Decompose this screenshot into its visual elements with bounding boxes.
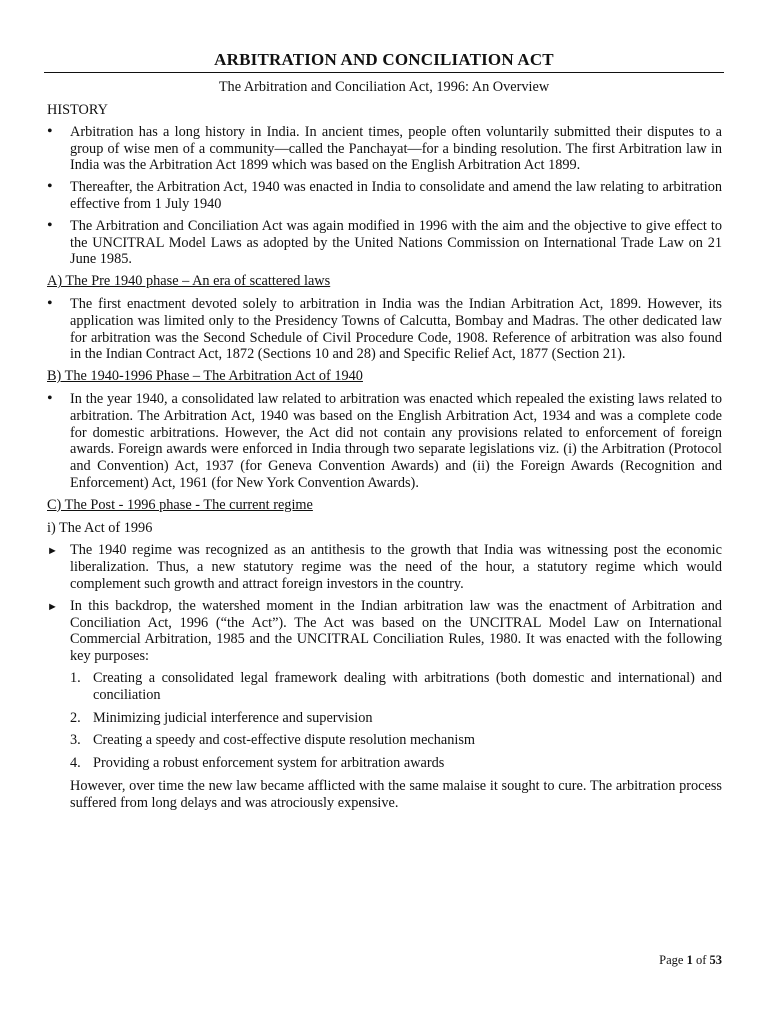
purpose-item-1 [70, 670, 722, 704]
section-a-bullet [47, 296, 722, 363]
purpose-text: Minimizing judicial interference and supervision [93, 709, 373, 726]
section-c-heading: C) The Post - 1996 phase - The current regime [47, 496, 313, 513]
purpose-text: Creating a speedy and cost-effective dispute resolution mechanism [93, 732, 476, 749]
section-a-bullet-text: The first enactment devoted solely to arbitration in India was the Indian Arbitration Act, 1899. However, its application was limited only to the Presidency Towns of Calcutta, Bombay and Madras. The other dedicated law for arbitration was the Second Schedule of Civil Procedure Code, 1908. Reference of arbitration was also found in the Indian Contract Act, 1872 (Sections 10 and 28) and Specific Relief Act, 1877 (Section 21). [70, 295, 722, 363]
section-c-subheading: i) The Act of 1996 [47, 519, 153, 536]
section-c-bullet-1 [47, 542, 722, 592]
history-heading: HISTORY [47, 102, 108, 118]
history-bullet-text: Arbitration has a long history in India. In ancient times, people often voluntarily submitted their disputes to a group of wise men of a community—called the Panchayat—for a binding resolution. The first Arbitration law in India was the Arbitration Act 1899 which was based on the English Arbitration Act 1899. [70, 123, 722, 174]
bullet-dot-icon: • [47, 294, 53, 312]
footer-page-number: 1 [686, 953, 693, 967]
section-b-heading: B) The 1940-1996 Phase – The Arbitration Act of 1940 [47, 368, 363, 385]
section-b-bullet [47, 391, 722, 492]
purpose-text: Providing a robust enforcement system for arbitration awards [93, 755, 445, 772]
history-bullet-2 [47, 179, 722, 213]
section-c-bullet-text: The 1940 regime was recognized as an antithesis to the growth that India was witnessing post the economic liberalization. Thus, a new statutory regime was the need of the hour, a statutory regime which would complement such growth and attract foreign investors in the country. [70, 542, 722, 592]
purpose-item-4 [70, 755, 722, 772]
bullet-dot-icon: • [47, 389, 53, 407]
history-bullet-text: The Arbitration and Conciliation Act was again modified in 1996 with the aim and the objective to give effect to the UNCITRAL Model Laws as adopted by the United Nations Commission on International Trade Law on 21 June 1985. [70, 217, 722, 268]
purpose-number: 2. [70, 709, 81, 726]
title-underline-rule [44, 72, 724, 73]
section-a-heading: A) The Pre 1940 phase – An era of scattered laws [47, 273, 331, 290]
bullet-dot-icon: • [47, 178, 53, 196]
footer-page-word: Page [659, 953, 684, 967]
page-number-footer [659, 952, 722, 969]
purpose-number: 3. [70, 732, 81, 749]
section-b-bullet-text: In the year 1940, a consolidated law related to arbitration was enacted which repealed the existing laws related to arbitration. The Arbitration Act, 1940 was based on the English Arbitration Act, 1934 and was a complete code for domestic arbitrations. However, the Act did not contain any provisions related to enforcement of foreign awards. Foreign awards were enforced in India through two separate legislations viz. (i) the Arbitration (Protocol and Convention) Act, 1937 (for Geneva Convention Awards) and (ii) the Foreign Awards (Recognition and Enforcement) Act, 1961 (for New York Convention Awards). [70, 390, 722, 491]
purpose-number: 4. [70, 755, 81, 772]
purpose-number: 1. [70, 669, 81, 686]
footer-of-word: of [695, 953, 707, 967]
triangle-bullet-icon: ► [47, 600, 58, 613]
history-bullet-3 [47, 218, 722, 268]
triangle-bullet-icon: ► [47, 545, 58, 558]
history-bullet-text: Thereafter, the Arbitration Act, 1940 was enacted in India to consolidate and amend the law relating to arbitration effective from 1 July 1940 [70, 179, 722, 212]
history-bullet-1 [47, 124, 722, 174]
footer-total-pages: 53 [709, 953, 722, 967]
purposes-list [70, 670, 722, 772]
section-c-bullet-text: In this backdrop, the watershed moment in the Indian arbitration law was the enactment of Arbitration and Conciliation Act, 1996 (“the Act”). The Act was based on the UNCITRAL Model Law on International Commercial Arbitration, 1985 and the UNCITRAL Conciliation Rules, 1980. It was enacted with the following key purposes: [70, 597, 722, 665]
section-c-bullet-2 [47, 598, 722, 665]
bullet-dot-icon: • [47, 216, 53, 234]
document-body [47, 102, 722, 811]
purpose-item-2 [70, 710, 722, 727]
purpose-text: Creating a consolidated legal framework dealing with arbitrations (both domestic and international) and conciliation [93, 669, 722, 703]
document-title: ARBITRATION AND CONCILIATION ACT [214, 50, 554, 69]
bullet-dot-icon: • [47, 122, 53, 140]
section-c-closing-paragraph: However, over time the new law became afflicted with the same malaise it sought to cure. The arbitration process suffered from long delays and was atrociously expensive. [70, 777, 722, 811]
purpose-item-3 [70, 732, 722, 749]
document-subtitle: The Arbitration and Conciliation Act, 1996: An Overview [218, 79, 550, 95]
